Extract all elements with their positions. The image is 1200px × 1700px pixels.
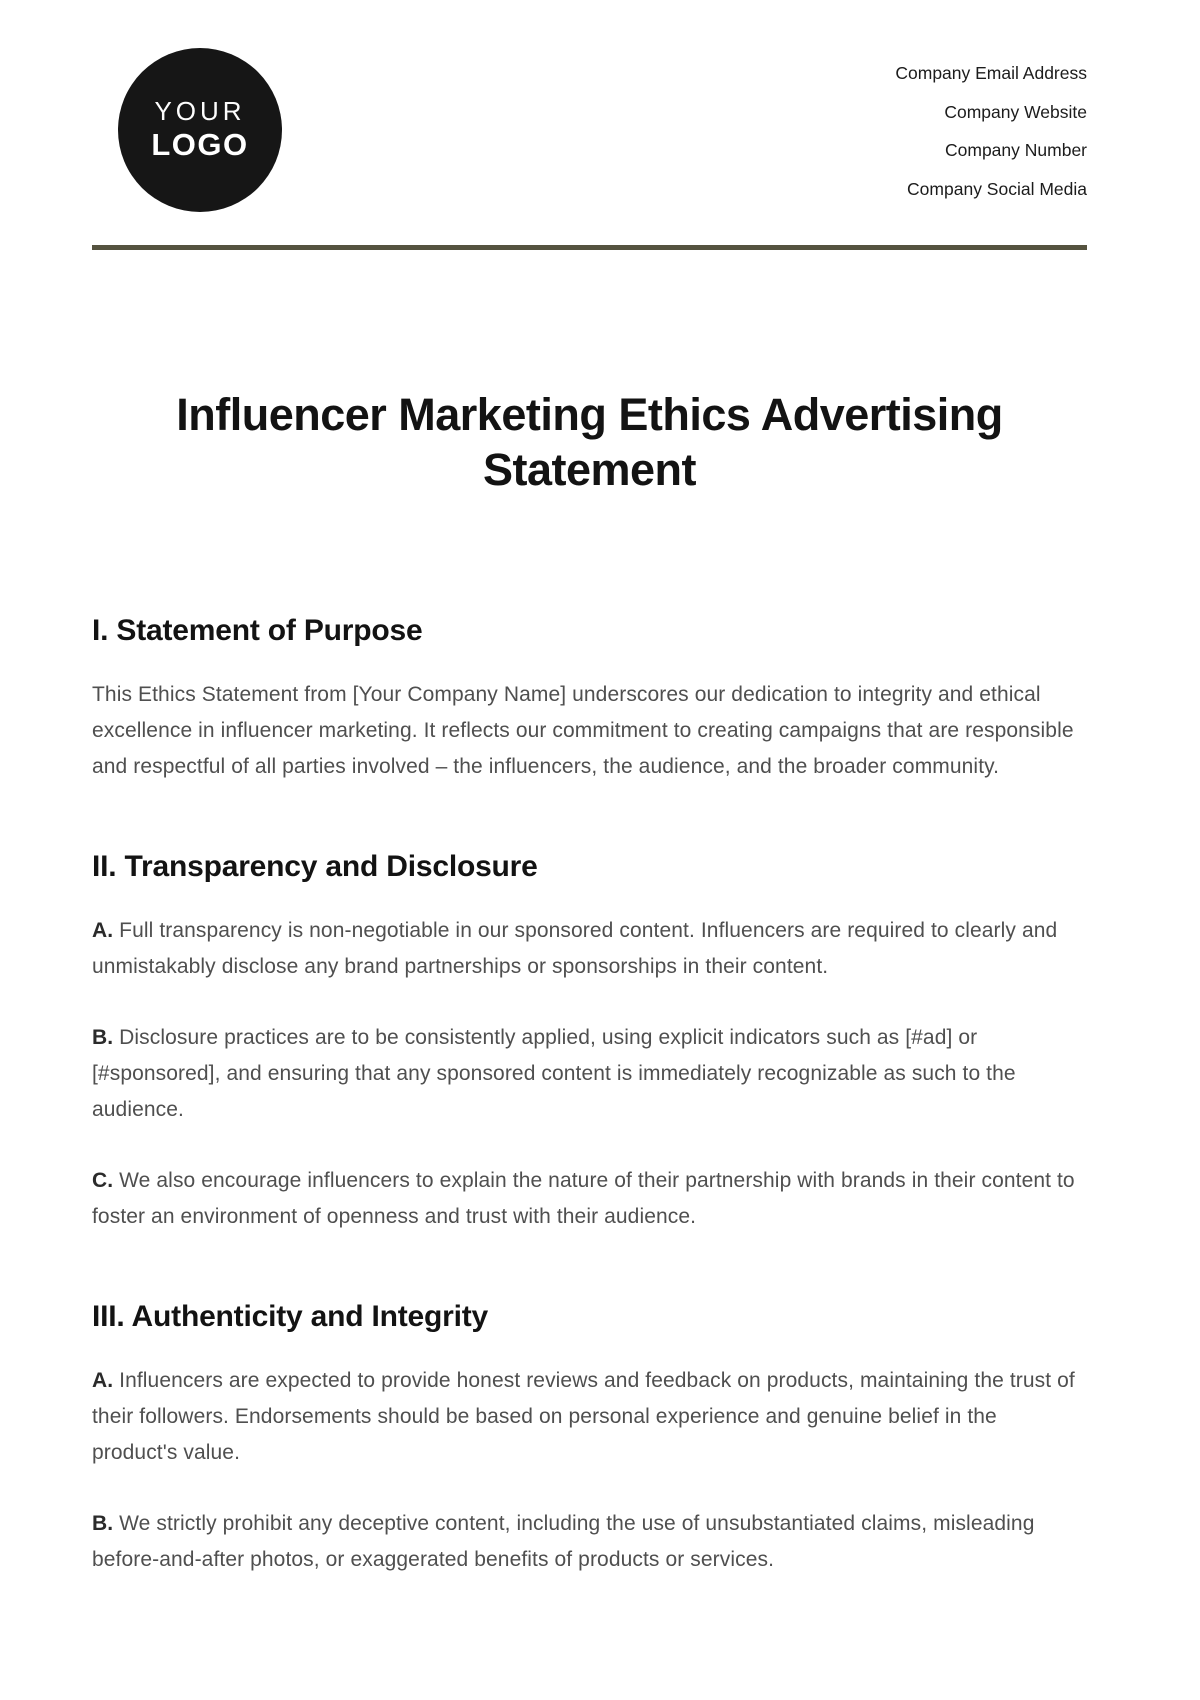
section-authenticity-and-integrity	[92, 1299, 1087, 1578]
contact-line-website: Company Website	[944, 101, 1087, 122]
section-heading: I. Statement of Purpose	[92, 613, 423, 647]
contact-info-block	[895, 54, 1087, 208]
paragraph-text: This Ethics Statement from [Your Company Name] underscores our dedication to integrity and ethical excellence in influencer marketing. It reflects our commitment to creating campaigns that are responsible and respectful of all parties involved – the influencers, the audience, and the broader community.	[92, 682, 1074, 778]
paragraph	[92, 1363, 1087, 1471]
paragraph-text: We also encourage influencers to explain the nature of their partnership with brands in their content to foster an environment of openness and trust with their audience.	[92, 1168, 1075, 1228]
section-statement-of-purpose	[92, 613, 1087, 785]
paragraph	[92, 913, 1087, 985]
paragraph-prefix: B.	[92, 1511, 114, 1535]
paragraph-prefix: C.	[92, 1168, 114, 1192]
paragraph-text: Influencers are expected to provide honest reviews and feedback on products, maintaining the trust of their followers. Endorsements should be based on personal experience and genuine belief in the product's value.	[92, 1368, 1075, 1464]
letterhead	[92, 48, 1087, 212]
paragraph-prefix: B.	[92, 1025, 114, 1049]
contact-line-email: Company Email Address	[895, 63, 1087, 83]
contact-line-number: Company Number	[945, 140, 1087, 160]
paragraph	[92, 1506, 1087, 1578]
section-transparency-and-disclosure	[92, 849, 1087, 1235]
paragraph-prefix: A.	[92, 1368, 114, 1392]
paragraph-prefix: A.	[92, 918, 114, 942]
section-heading: II. Transparency and Disclosure	[92, 849, 538, 883]
logo-text-logo: LOGO	[151, 127, 249, 163]
section-heading: III. Authenticity and Integrity	[92, 1299, 489, 1333]
paragraph	[92, 1163, 1087, 1235]
paragraph-text: We strictly prohibit any deceptive content, including the use of unsubstantiated claims, misleading before-and-after photos, or exaggerated benefits of products or services.	[92, 1511, 1035, 1571]
logo-text-your: YOUR	[154, 96, 246, 127]
paragraph-text: Full transparency is non-negotiable in our sponsored content. Influencers are required to clearly and unmistakably disclose any brand partnerships or sponsorships in their content.	[92, 918, 1058, 978]
header-divider	[92, 245, 1087, 250]
paragraph	[92, 677, 1087, 785]
company-logo	[118, 48, 282, 212]
paragraph-text: Disclosure practices are to be consistently applied, using explicit indicators such as [#ad] or [#sponsored], and ensuring that any sponsored content is immediately recognizable as such to the audience.	[92, 1025, 1016, 1121]
paragraph	[92, 1020, 1087, 1128]
contact-line-social-media: Company Social Media	[907, 178, 1087, 199]
page-title: Influencer Marketing Ethics Advertising Statement	[176, 389, 1003, 495]
